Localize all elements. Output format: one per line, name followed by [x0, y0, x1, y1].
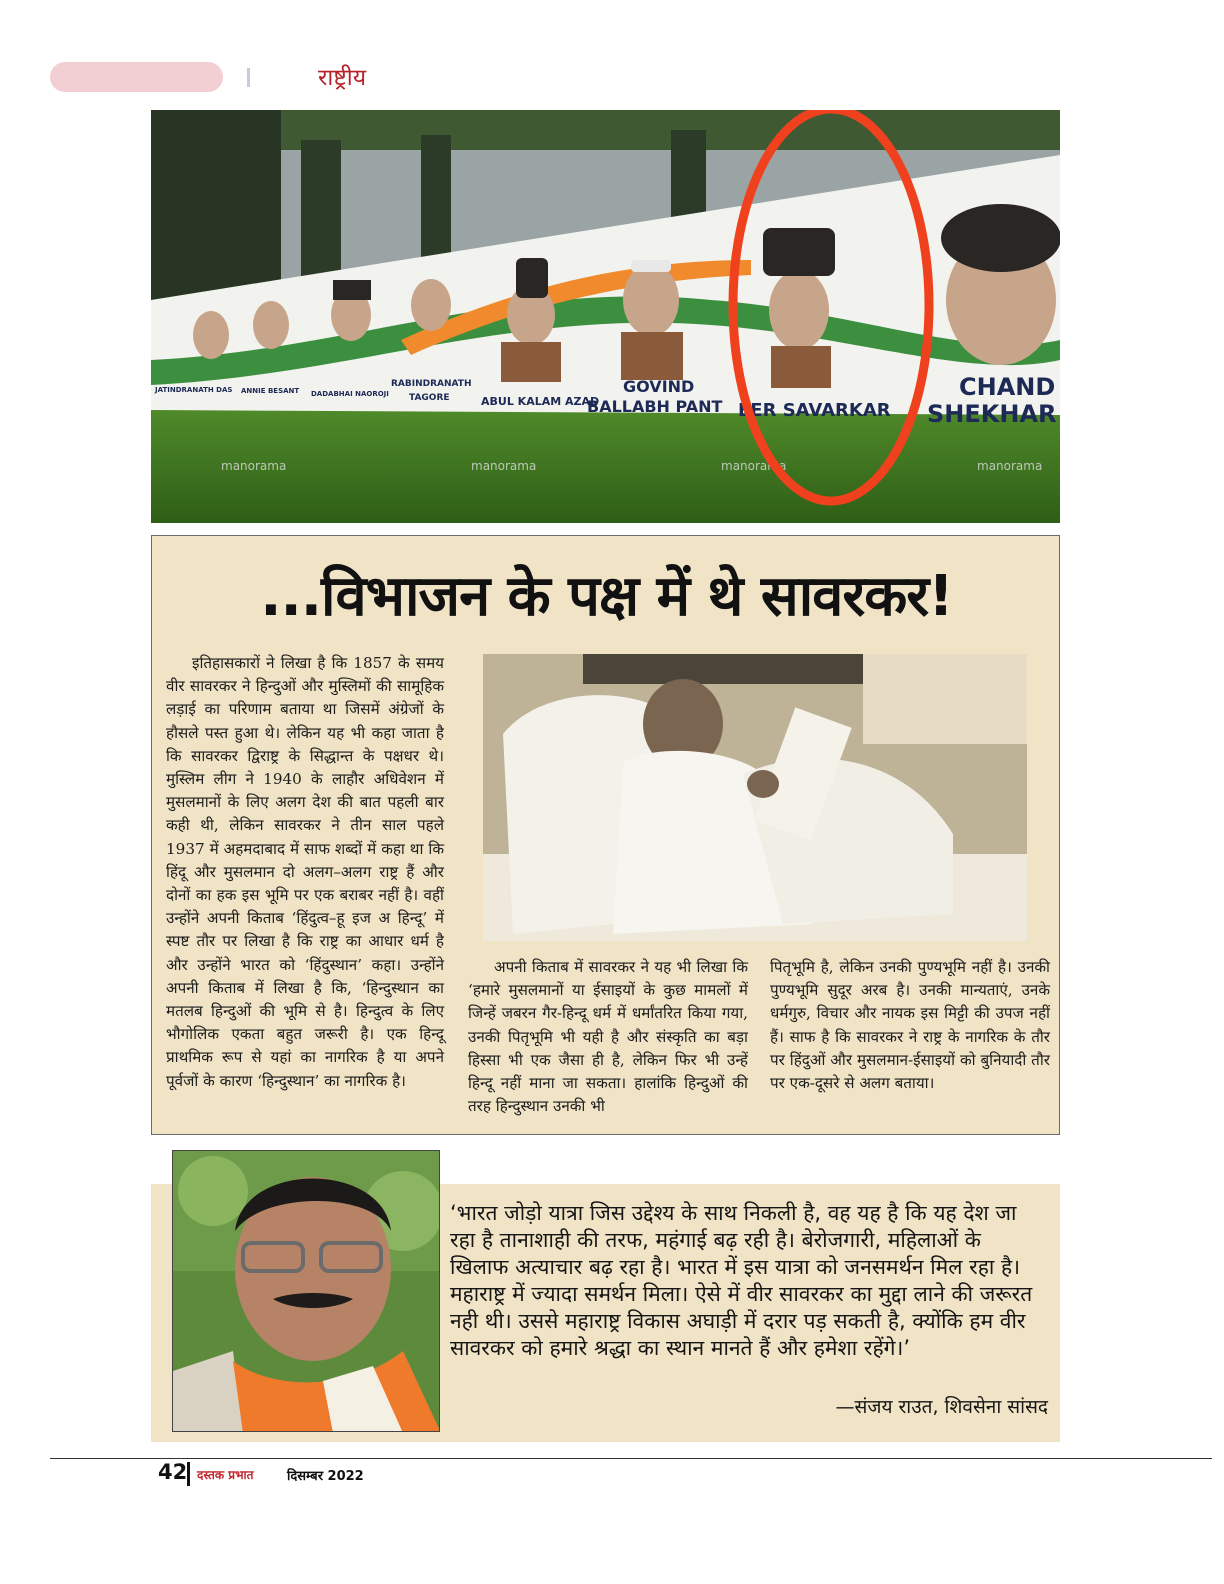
article-headline: ...विभाजन के पक्ष में थे सावरकर! [260, 564, 953, 629]
watermark-2: manorama [471, 459, 537, 473]
magazine-logo: दस्तक प्रभात [197, 1468, 254, 1482]
quote-attribution: —संजय राउत, शिवसेना सांसद [835, 1396, 1048, 1418]
article-paragraph-1: इतिहासकारों ने लिखा है कि 1857 के समय वीर सावरकर ने हिन्दुओं और मुस्लिमों की सामूहिक लड़ाई का परिणाम बताया था जिसमें अंग्रेजों के हौसले पस्त हुआ थे। लेकिन यह भी कहा जाता है कि सावरकर द्विराष्ट्र के सिद्धान्त के पक्षधर थे। मुस्लिम लीग ने 1940 के लाहौर अधिवेशन में मुसलमानों के लिए अलग देश की बात पहली बार कही थी, लेकिन सावरकर ने तीन साल पहले 1937 में अहमदाबाद में साफ शब्दों में कहा था कि हिंदू और मुसलमान दो अलग–अलग राष्ट्र हैं और दोनों का हक इस भूमि पर एक बराबर नहीं है। वहीं उन्होंने अपनी किताब ‘हिंदुत्व–हू इज अ हिन्दू’ में स्पष्ट तौर पर लिखा है कि राष्ट्र का आधार धर्म है और उन्होंने भारत को ‘हिंदुस्थान’ कहा। उन्होंने अपनी किताब में लिखा है कि, ‘हिन्दुस्थान का मतलब हिन्दुओं की भूमि से है। हिन्दुत्व के लिए भौगोलिक एकता बहुत जरूरी है। एक हिन्दू प्राथमिक रूप से यहां का नागरिक है या अपने पूर्वजों के कारण ‘हिन्दुस्थान’ का नागरिक है। [166, 654, 444, 1090]
watermark-3: manorama [721, 459, 787, 473]
section-label: राष्ट्रीय [318, 65, 367, 91]
page-number: 42 [158, 1460, 188, 1484]
banner-label-das: JATINDRANATH DAS [155, 386, 233, 394]
banner-label-besant: ANNIE BESANT [241, 387, 300, 395]
banner-label-pant: BALLABH PANT [587, 397, 723, 416]
banner-label-savarkar: EER SAVARKAR [738, 400, 891, 421]
banner-photo [151, 110, 1060, 523]
banner-label-azad: ABUL KALAM AZAD [481, 395, 600, 408]
banner-label-chand: CHAND [959, 373, 1056, 401]
issue-date: दिसम्बर 2022 [287, 1469, 364, 1484]
article-column-2 [468, 956, 748, 1118]
watermark-1: manorama [221, 459, 287, 473]
banner-label-shekhar: SHEKHAR [927, 400, 1057, 428]
footer-rule [50, 1458, 1212, 1459]
article-column-1 [166, 652, 444, 1093]
savarkar-reading-photo [483, 654, 1027, 941]
banner-label-rabindra: RABINDRANATH [391, 379, 472, 389]
watermark-4: manorama [977, 459, 1043, 473]
article-column-3 [770, 956, 1050, 1095]
article-box [151, 535, 1060, 1135]
banner-label-naoroji: DADABHAI NAOROJI [311, 390, 389, 398]
section-divider [247, 68, 250, 87]
quote-text: ‘भारत जोड़ो यात्रा जिस उद्देश्य के साथ निकली है, वह यह है कि यह देश जा रहा है तानाशाही की तरफ, महंगाई बढ़ रही है। बेरोजगारी, महिलाओं के खिलाफ अत्याचार बढ़ रहा है। भारत में इस यात्रा को जनसमर्थन मिल रहा है। महाराष्ट्र में ज्यादा समर्थन मिला। ऐसे में वीर सावरकर का मुद्दा लाने की जरूरत नही थी। उससे महाराष्ट्र विकास अघाड़ी में दरार पड़ सकती है, क्योंकि हम वीर सावरकर को हमारे श्रद्धा का स्थान मानते हैं और हमेशा रहेंगे।’ [450, 1201, 1033, 1360]
article-paragraph-2: अपनी किताब में सावरकर ने यह भी लिखा कि ‘हमारे मुसलमानों या ईसाइयों के कुछ मामलों में जिन्हें जबरन गैर-हिन्दू धर्म में धर्मांतरित किया गया, उनकी पितृभूमि भी यही है और संस्कृति का बड़ा हिस्सा भी एक जैसा ही है, लेकिन फिर भी उन्हें हिन्दू नहीं माना जा सकता। हालांकि हिन्दुओं की तरह हिन्दुस्थान उनकी भी [468, 958, 748, 1116]
banner-label-govind: GOVIND [623, 377, 695, 396]
footer-divider [187, 1462, 190, 1486]
article-paragraph-3: पितृभूमि है, लेकिन उनकी पुण्यभूमि नहीं है। उनकी पुण्यभूमि सुदूर अरब है। उनकी मान्यताएं, उनके धर्मगुरु, विचार और नायक इस मिट्टी की उपज नहीं हैं। साफ है कि सावरकर ने राष्ट्र के नागरिक के तौर पर हिंदुओं और मुसलमान-ईसाइयों को बुनियादी तौर पर एक-दूसरे से अलग बताया। [770, 958, 1050, 1093]
sanjay-raut-portrait [172, 1150, 440, 1432]
section-pill [50, 62, 223, 92]
banner-label-tagore: TAGORE [409, 393, 450, 403]
